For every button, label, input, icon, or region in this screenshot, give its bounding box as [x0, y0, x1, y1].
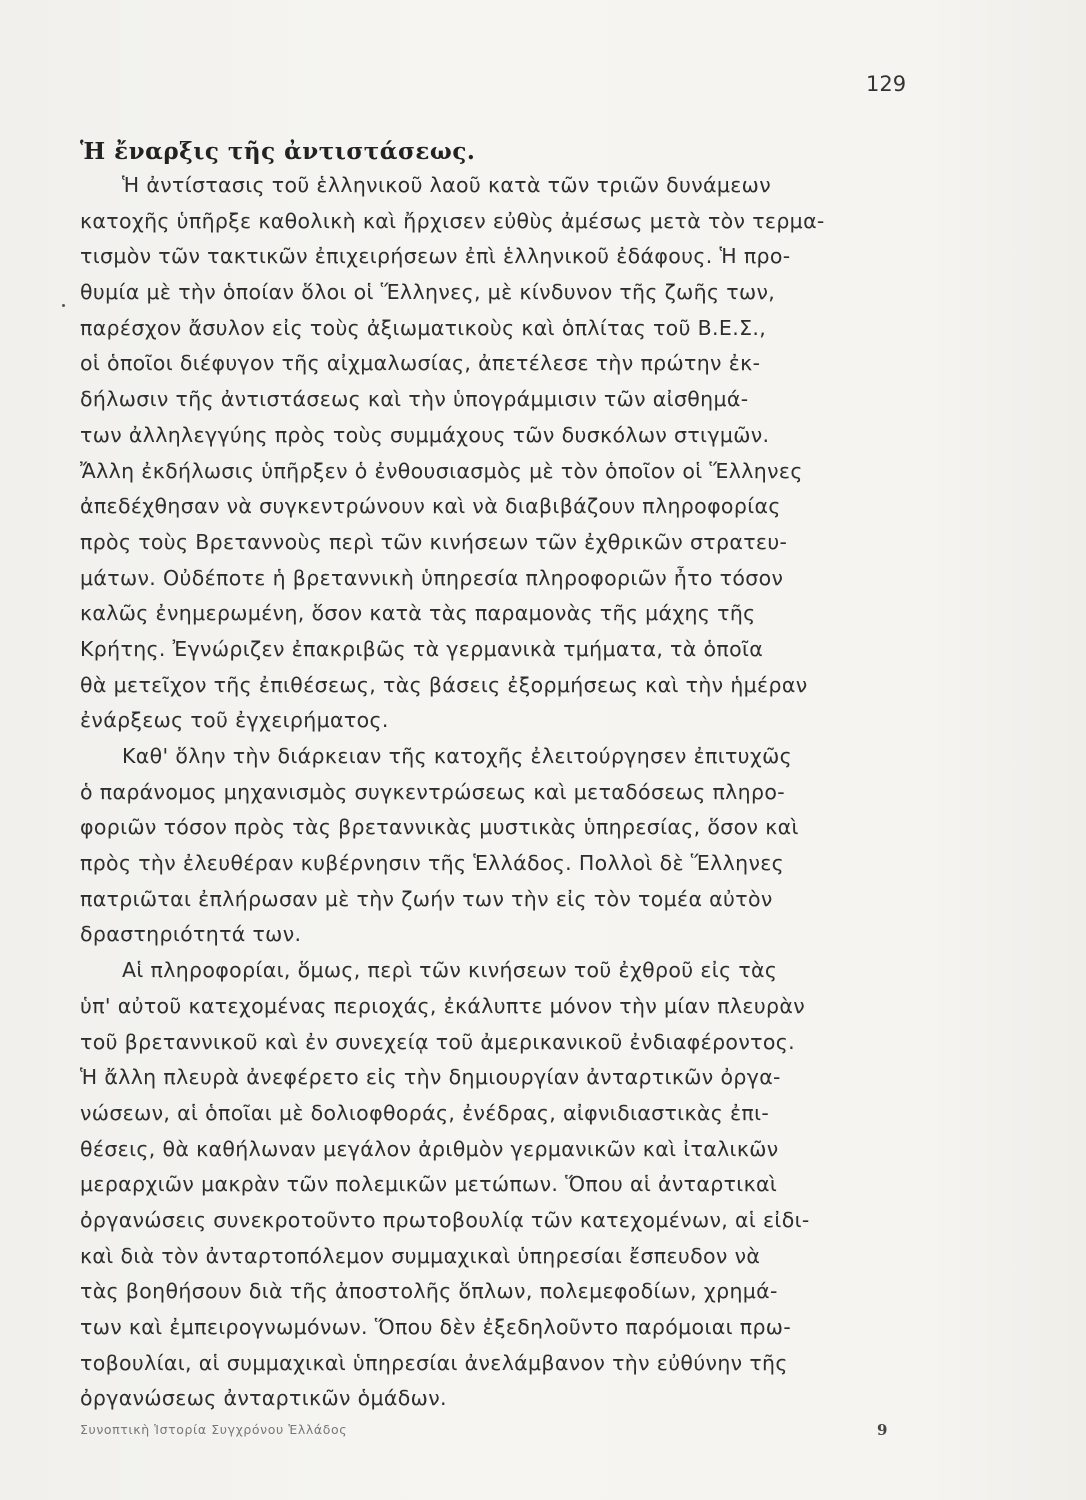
text-line: κατοχῆς ὑπῆρξε καθολικὴ καὶ ἤρχισεν εὐθὺς ἀμέσως μετὰ τὸν τερμα- — [80, 208, 825, 233]
text-line: Αἱ πληροφορίαι, ὅμως, περὶ τῶν κινήσεων τοῦ ἐχθροῦ εἰς τὰς — [122, 958, 778, 983]
text-line: θὰ μετεῖχον τῆς ἐπιθέσεως, τὰς βάσεις ἐξορμήσεως καὶ τὴν ἡμέραν — [80, 672, 808, 697]
text-line: τοβουλίαι, αἱ συμμαχικαὶ ὑπηρεσίαι ἀνελάμβανον τὴν εὐθύνην τῆς — [80, 1350, 788, 1375]
text-line: πρὸς τὴν ἐλευθέραν κυβέρνησιν τῆς Ἑλλάδος. Πολλοὶ δὲ Ἕλληνες — [80, 851, 785, 876]
text-line: τὰς βοηθήσουν διὰ τῆς ἀποστολῆς ὅπλων, πολεμεφοδίων, χρημά- — [80, 1279, 778, 1304]
footer-book-title: Συνοπτικὴ Ἱστορία Συγχρόνου Ἑλλάδος — [80, 1422, 348, 1437]
text-line: τοῦ βρεταννικοῦ καὶ ἐν συνεχείᾳ τοῦ ἀμερικανικοῦ ἐνδιαφέροντος. — [80, 1029, 795, 1054]
text-line: πρὸς τοὺς Βρεταννοὺς περὶ τῶν κινήσεων τῶν ἐχθρικῶν στρατευ- — [80, 529, 788, 554]
text-line: οἱ ὁποῖοι διέφυγον τῆς αἰχμαλωσίας, ἀπετέλεσε τὴν πρώτην ἐκ- — [80, 351, 761, 376]
text-line: πατριῶται ἐπλήρωσαν μὲ τὴν ζωήν των τὴν εἰς τὸν τομέα αὐτὸν — [80, 886, 773, 911]
text-line: ἐνάρξεως τοῦ ἐγχειρήματος. — [80, 708, 389, 733]
text-line: Ἄλλη ἐκδήλωσις ὑπῆρξεν ὁ ἐνθουσιασμὸς μὲ τὸν ὁποῖον οἱ Ἕλληνες — [80, 458, 803, 483]
section-heading: Ἡ ἔναρξις τῆς ἀντιστάσεως. — [80, 138, 476, 165]
text-line: ὁ παράνομος μηχανισμὸς συγκεντρώσεως καὶ μεταδόσεως πληρο- — [80, 779, 785, 804]
text-line: θυμία μὲ τὴν ὁποίαν ὅλοι οἱ Ἕλληνες, μὲ κίνδυνον τῆς ζωῆς των, — [80, 280, 776, 305]
text-line: Ἡ ἄλλη πλευρὰ ἀνεφέρετο εἰς τὴν δημιουργίαν ἀνταρτικῶν ὀργα- — [80, 1065, 781, 1090]
text-line: φοριῶν τόσον πρὸς τὰς βρεταννικὰς μυστικὰς ὑπηρεσίας, ὅσον καὶ — [80, 815, 799, 840]
text-line: δραστηριότητά των. — [80, 922, 302, 947]
text-line: νώσεων, αἱ ὁποῖαι μὲ δολιοφθοράς, ἐνέδρας, αἰφνιδιαστικὰς ἐπι- — [80, 1100, 770, 1125]
text-line: ἀπεδέχθησαν νὰ συγκεντρώνουν καὶ νὰ διαβιβάζουν πληροφορίας — [80, 494, 781, 519]
text-line: Κρήτης. Ἐγνώριζεν ἐπακριβῶς τὰ γερμανικὰ τμήματα, τὰ ὁποῖα — [80, 636, 764, 661]
margin-speck — [62, 304, 65, 307]
text-line: μάτων. Οὐδέποτε ἡ βρεταννικὴ ὑπηρεσία πληροφοριῶν ἦτο τόσον — [80, 565, 784, 590]
text-line: ὀργανώσεις συνεκροτοῦντο πρωτοβουλίᾳ τῶν κατεχομένων, αἱ εἰδι- — [80, 1207, 810, 1232]
text-line: καὶ διὰ τὸν ἀνταρτοπόλεμον συμμαχικαὶ ὑπηρεσίαι ἔσπευδον νὰ — [80, 1243, 761, 1268]
text-line: ὀργανώσεως ἀνταρτικῶν ὁμάδων. — [80, 1386, 447, 1411]
text-line: δήλωσιν τῆς ἀντιστάσεως καὶ τὴν ὑπογράμμισιν τῶν αἰσθημά- — [80, 387, 749, 412]
text-line: των ἀλληλεγγύης πρὸς τοὺς συμμάχους τῶν δυσκόλων στιγμῶν. — [80, 422, 770, 447]
text-line: ὑπ' αὐτοῦ κατεχομένας περιοχάς, ἐκάλυπτε μόνον τὴν μίαν πλευρὰν — [80, 993, 806, 1018]
text-line: θέσεις, θὰ καθήλωναν μεγάλον ἀριθμὸν γερμανικῶν καὶ ἰταλικῶν — [80, 1136, 779, 1161]
text-line: των καὶ ἐμπειρογνωμόνων. Ὅπου δὲν ἐξεδηλοῦντο παρόμοιαι πρω- — [80, 1315, 792, 1339]
text-line: καλῶς ἐνημερωμένη, ὅσον κατὰ τὰς παραμονὰς τῆς μάχης τῆς — [80, 601, 756, 626]
text-line: παρέσχον ἄσυλον εἰς τοὺς ἀξιωματικοὺς καὶ ὁπλίτας τοῦ Β.Ε.Σ., — [80, 315, 767, 340]
text-line: μεραρχιῶν μακρὰν τῶν πολεμικῶν μετώπων. Ὅπου αἱ ἀνταρτικαὶ — [80, 1172, 778, 1197]
text-line: Ἡ ἀντίστασις τοῦ ἑλληνικοῦ λαοῦ κατὰ τῶν τριῶν δυνάμεων — [122, 173, 771, 197]
signature-mark: 9 — [877, 1421, 888, 1439]
page-number: 129 — [866, 72, 907, 96]
text-line: Καθ' ὅλην τὴν διάρκειαν τῆς κατοχῆς ἐλειτούργησεν ἐπιτυχῶς — [122, 744, 792, 768]
text-line: τισμὸν τῶν τακτικῶν ἐπιχειρήσεων ἐπὶ ἑλληνικοῦ ἐδάφους. Ἡ προ- — [80, 244, 791, 269]
body-text — [80, 168, 1040, 1417]
